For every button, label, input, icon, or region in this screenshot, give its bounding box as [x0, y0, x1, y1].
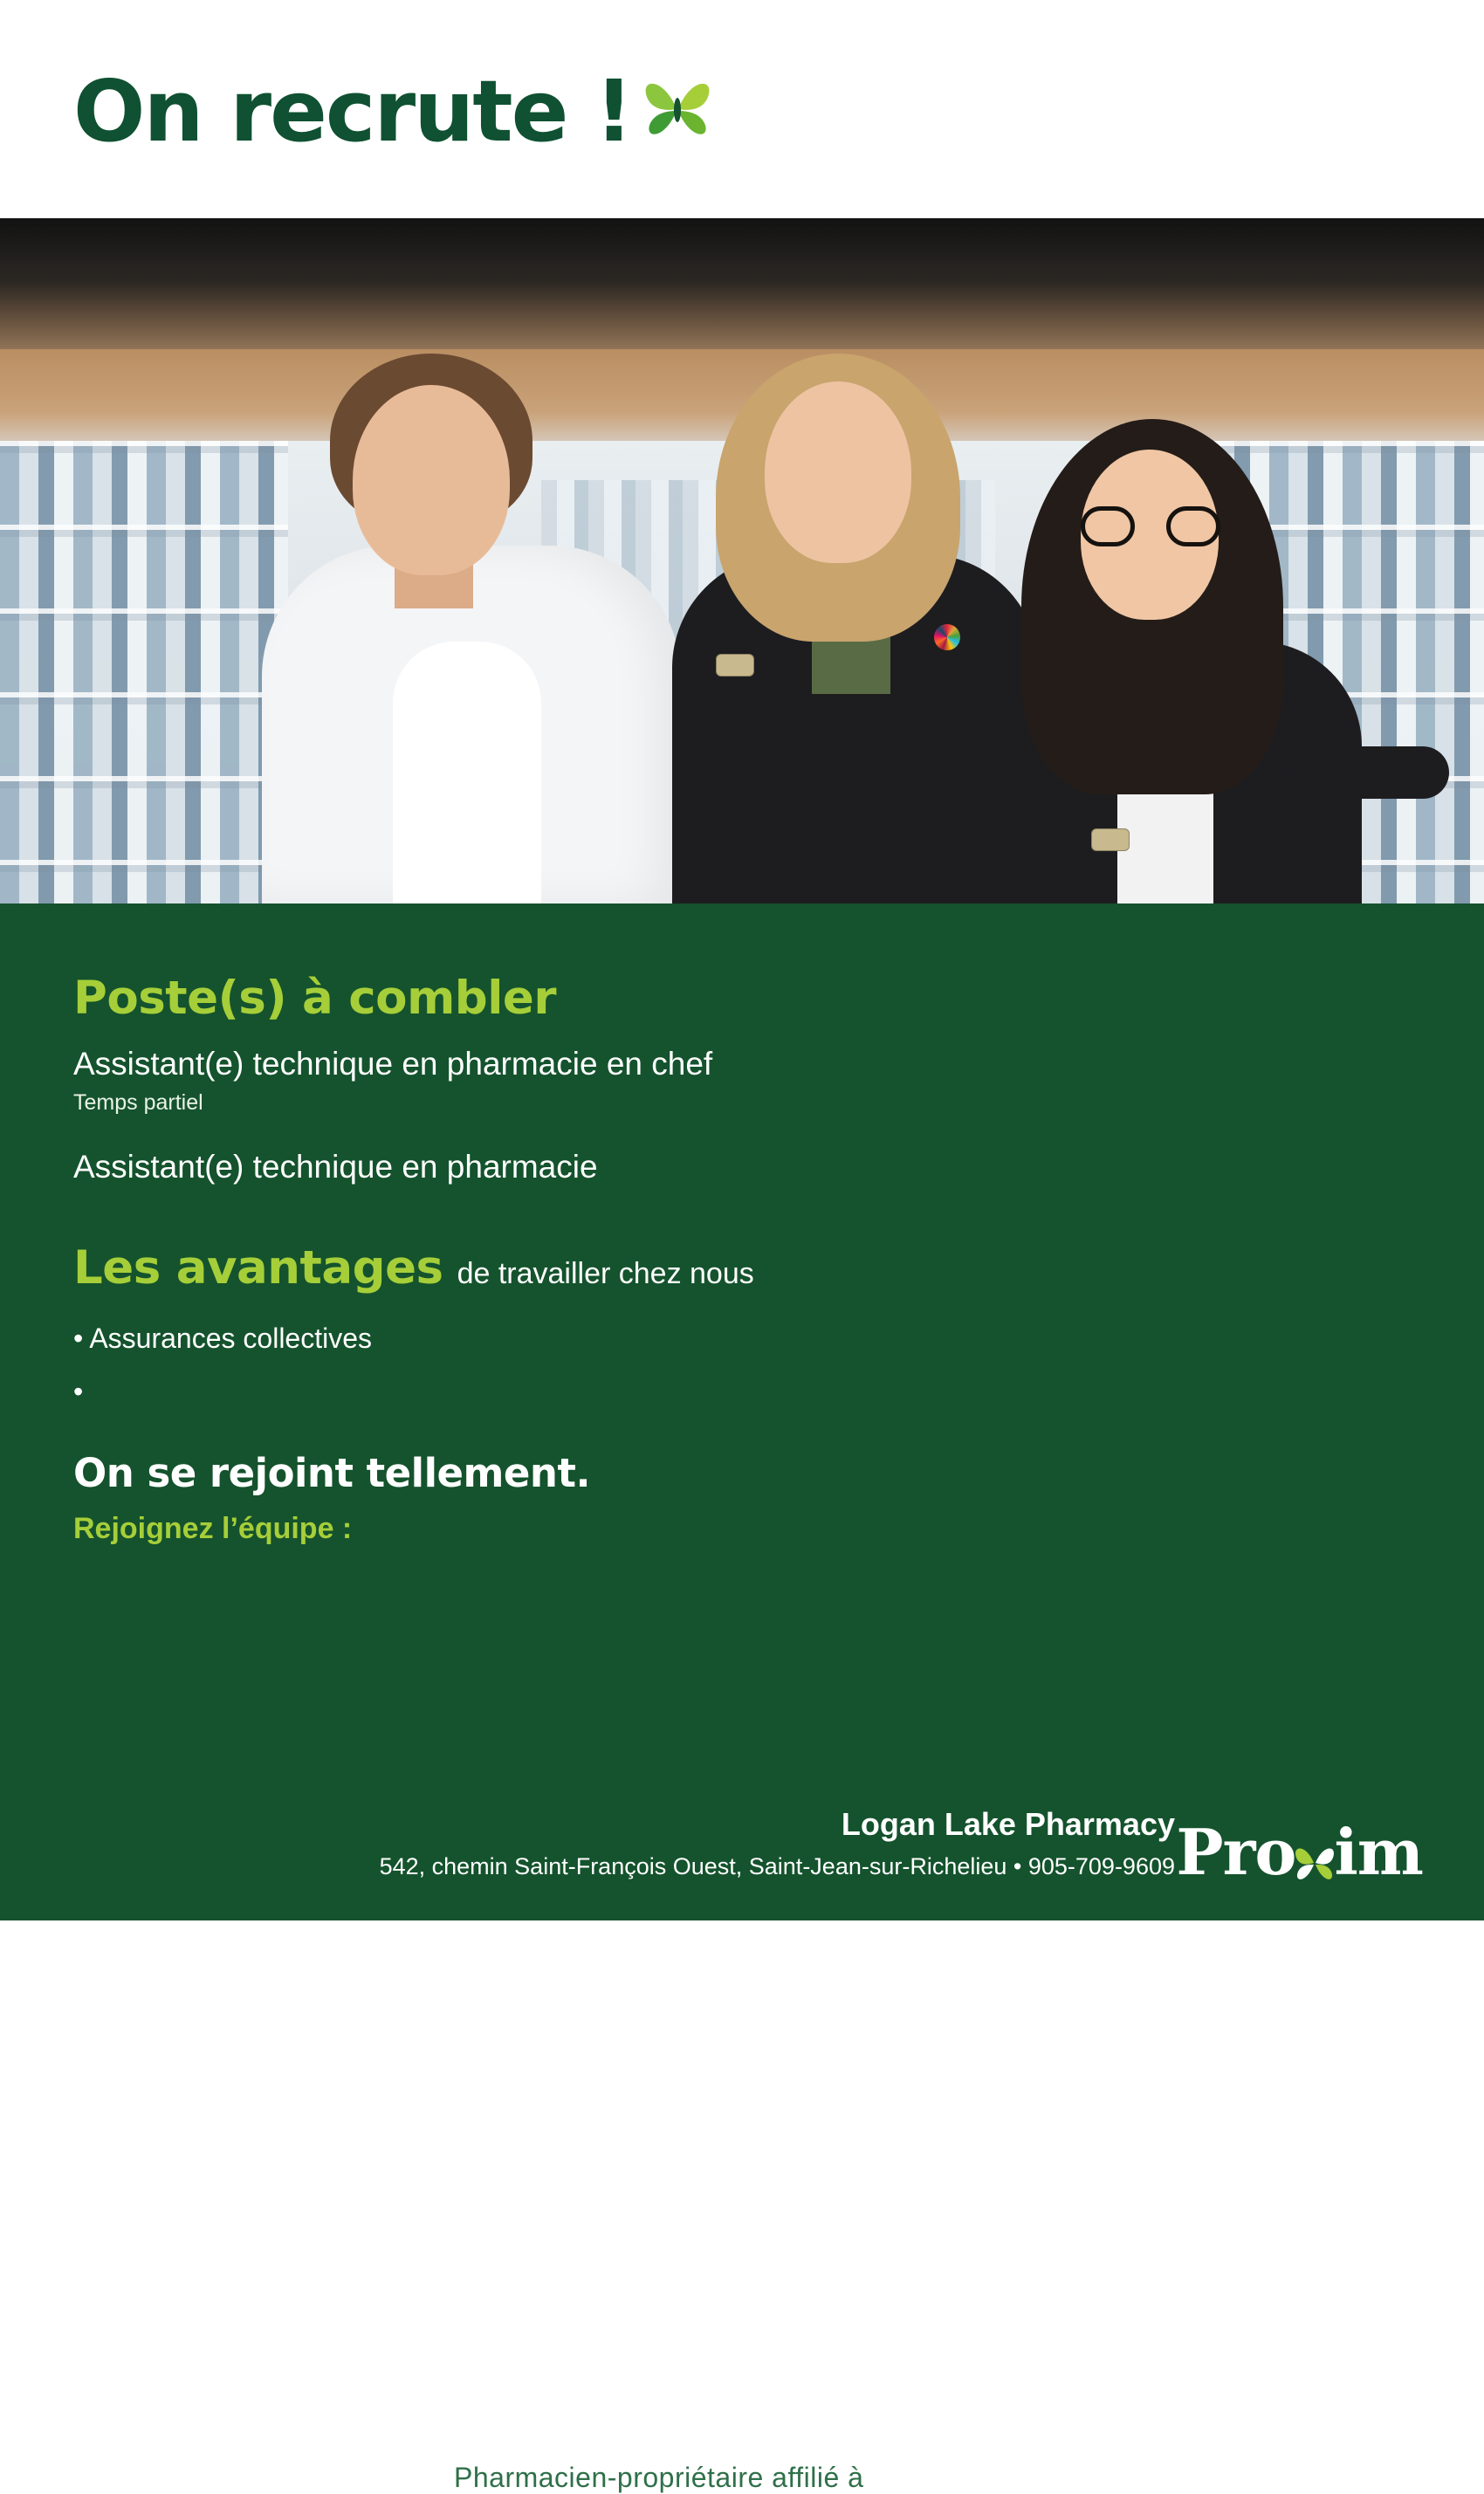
butterfly-icon — [638, 65, 717, 153]
eyeglasses-icon — [1081, 506, 1220, 546]
list-item: • Assurances collectives — [73, 1312, 1411, 1365]
list-item — [73, 1365, 1411, 1419]
advantages-subtitle: de travailler chez nous — [457, 1257, 754, 1291]
name-badge-icon — [1091, 828, 1130, 851]
proxim-logo — [1176, 1815, 1423, 1889]
sdg-pin-icon — [934, 624, 960, 650]
poster-body — [0, 903, 1484, 2493]
job-listing-2 — [73, 1147, 1411, 1188]
team-photo — [0, 218, 1484, 903]
photo-shelf-left — [0, 441, 288, 912]
face — [765, 381, 911, 563]
pharmacy-name: Logan Lake Pharmacy — [841, 1806, 1175, 1842]
positions-title: Poste(s) à combler — [73, 972, 556, 1025]
job-title: Assistant(e) technique en pharmacie en chef — [73, 1046, 713, 1082]
proxim-logo-text-end: im — [1334, 1815, 1423, 1889]
slogan: On se rejoint tellement. — [73, 1449, 591, 1496]
job-listing-1 — [73, 1044, 1411, 1116]
face — [353, 385, 510, 575]
poster-header — [0, 0, 1484, 218]
person-pharmacist-man — [262, 345, 681, 903]
job-schedule: Temps partiel — [73, 1089, 203, 1115]
affiliation-note: Pharmacien-propriétaire affilié à — [454, 2462, 864, 2493]
name-badge-icon — [716, 654, 754, 677]
photo-top-shadow — [0, 218, 1484, 271]
proxim-logo-text: Pro — [1176, 1815, 1296, 1889]
white-tshirt — [393, 642, 541, 903]
headline-text: On recrute ! — [73, 61, 632, 161]
arm — [1292, 746, 1449, 799]
advantages-list — [73, 1312, 1411, 1419]
advantages-title: Les avantages — [73, 1241, 443, 1295]
proxim-butterfly-icon — [1292, 1828, 1337, 1877]
advantages-heading — [73, 1241, 1411, 1295]
pharmacy-address: 542, chemin Saint-François Ouest, Saint-Jean-sur-Richelieu • 905-709-9609 — [379, 1853, 1175, 1879]
person-woman-right — [978, 345, 1362, 903]
job-title: Assistant(e) technique en pharmacie — [73, 1148, 598, 1185]
join-cta: Rejoignez l’équipe : — [73, 1511, 353, 1545]
page-title — [73, 61, 717, 161]
